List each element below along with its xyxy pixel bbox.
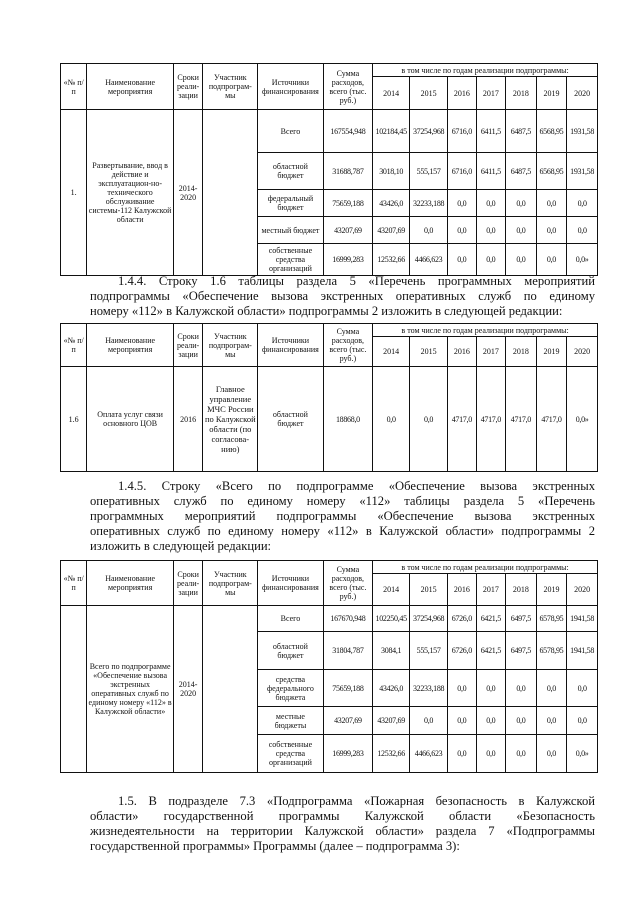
year-cell: 2020 xyxy=(567,77,598,110)
value-cell: 0,0 xyxy=(476,735,506,773)
sum-cell: 43207,69 xyxy=(323,217,373,244)
header-sum: Сумма расходов, всего (тыс. руб.) xyxy=(323,64,373,110)
value-cell: 1931,58 xyxy=(567,110,598,153)
value-cell: 0,0 xyxy=(476,190,506,217)
header-sources: Источники финансирования xyxy=(258,561,323,606)
value-cell: 6411,5 xyxy=(476,110,506,153)
table-3 xyxy=(60,560,598,773)
row-num: 1.6 xyxy=(61,367,87,472)
source-cell: местные бюджеты xyxy=(258,707,323,735)
value-cell: 4717,0 xyxy=(476,367,506,472)
value-cell: 0,0 xyxy=(448,735,476,773)
sum-cell: 31804,787 xyxy=(323,632,373,670)
value-cell: 4466,623 xyxy=(410,735,448,773)
sum-cell: 167554,948 xyxy=(323,110,373,153)
measure-participant xyxy=(203,606,258,773)
year-cell: 2015 xyxy=(410,337,448,367)
year-cell: 2016 xyxy=(448,337,476,367)
paragraph-1-4-5 xyxy=(90,479,595,554)
header-sources: Источники финансирования xyxy=(258,324,323,367)
paragraph-1-5 xyxy=(90,794,595,854)
header-participant: Участник подпрограм-мы xyxy=(203,324,258,367)
header-num: «№ п/п xyxy=(61,64,87,110)
value-cell: 555,157 xyxy=(410,632,448,670)
year-cell: 2017 xyxy=(476,337,506,367)
year-cell: 2014 xyxy=(373,77,410,110)
year-cell: 2016 xyxy=(448,574,476,606)
header-years-caption: в том числе по годам реализации подпрограммы: xyxy=(373,324,598,337)
paragraph-1-4-4 xyxy=(90,274,595,319)
year-cell: 2015 xyxy=(410,77,448,110)
year-cell: 2017 xyxy=(476,574,506,606)
value-cell: 0,0 xyxy=(536,244,567,276)
source-cell: Всего xyxy=(258,606,323,632)
year-cell: 2020 xyxy=(567,574,598,606)
value-cell: 0,0 xyxy=(567,707,598,735)
measure-name: Оплата услуг связи основного ЦОВ xyxy=(87,367,174,472)
value-cell: 6421,5 xyxy=(476,606,506,632)
measure-term: 2014-2020 xyxy=(173,606,203,773)
header-name: Наименование мероприятия xyxy=(87,64,174,110)
paragraph-line: 1.5. В подразделе 7.3 «Подпрограмма «Пожарная безопасность в Калужской xyxy=(118,794,595,808)
value-cell: 37254,968 xyxy=(410,110,448,153)
header-name: Наименование мероприятия xyxy=(87,561,174,606)
source-cell: средства федерального бюджета xyxy=(258,670,323,707)
value-cell: 6487,5 xyxy=(506,153,537,190)
year-cell: 2019 xyxy=(536,574,567,606)
value-cell: 555,157 xyxy=(410,153,448,190)
value-cell: 6487,5 xyxy=(506,110,537,153)
value-cell: 6497,5 xyxy=(506,606,537,632)
paragraph-line: подпрограммы «Обеспечение вызова экстренных оперативных служб по единому xyxy=(90,289,595,303)
header-num: «№ п/п xyxy=(61,324,87,367)
value-cell: 6716,0 xyxy=(448,153,476,190)
value-cell: 6411,5 xyxy=(476,153,506,190)
value-cell: 0,0 xyxy=(536,670,567,707)
header-sum: Сумма расходов, всего (тыс. руб.) xyxy=(323,561,373,606)
source-cell: Всего xyxy=(258,110,323,153)
paragraph-line: 1.4.4. Строку 1.6 таблицы раздела 5 «Перечень программных мероприятий xyxy=(118,274,595,288)
sum-cell: 16999,283 xyxy=(323,735,373,773)
year-cell: 2019 xyxy=(536,337,567,367)
value-cell: 6578,95 xyxy=(536,632,567,670)
value-cell: 0,0 xyxy=(373,367,410,472)
paragraph-line: программных мероприятий подпрограммы «Обеспечение вызова экстренных xyxy=(90,509,595,523)
sum-cell: 16999,283 xyxy=(323,244,373,276)
source-cell: областной бюджет xyxy=(258,367,323,472)
value-cell: 0,0 xyxy=(448,707,476,735)
value-cell: 0,0 xyxy=(536,190,567,217)
value-cell: 0,0 xyxy=(448,217,476,244)
paragraph-line: области» государственной программы Калужской области «Безопасность xyxy=(90,809,595,823)
sum-cell: 167670,948 xyxy=(323,606,373,632)
header-term: Сроки реали-зации xyxy=(173,64,203,110)
value-cell: 0,0 xyxy=(448,670,476,707)
sum-cell: 43207,69 xyxy=(323,707,373,735)
header-name: Наименование мероприятия xyxy=(87,324,174,367)
measure-participant: Главное управление МЧС России по Калужской области (по согласова-нию) xyxy=(203,367,258,472)
value-cell: 43426,0 xyxy=(373,670,410,707)
value-cell: 0,0 xyxy=(536,707,567,735)
measure-participant xyxy=(203,110,258,276)
sum-cell: 75659,188 xyxy=(323,190,373,217)
value-cell: 0,0 xyxy=(506,190,537,217)
source-cell: собственные средства организаций xyxy=(258,735,323,773)
header-years-caption: в том числе по годам реализации подпрограммы: xyxy=(373,561,598,574)
header-participant: Участник подпрограм-мы xyxy=(203,64,258,110)
value-cell: 0,0 xyxy=(476,707,506,735)
header-years-caption: в том числе по годам реализации подпрограммы: xyxy=(373,64,598,77)
value-cell: 6726,0 xyxy=(448,606,476,632)
value-cell: 0,0 xyxy=(506,707,537,735)
value-cell: 0,0 xyxy=(448,244,476,276)
header-sources: Источники финансирования xyxy=(258,64,323,110)
value-cell: 0,0 xyxy=(506,670,537,707)
value-cell: 0,0 xyxy=(476,244,506,276)
value-cell: 102250,45 xyxy=(373,606,410,632)
header-term: Сроки реали-зации xyxy=(173,324,203,367)
value-cell: 6578,95 xyxy=(536,606,567,632)
value-cell: 32233,188 xyxy=(410,190,448,217)
value-cell: 3084,1 xyxy=(373,632,410,670)
year-cell: 2014 xyxy=(373,574,410,606)
value-cell: 0,0 xyxy=(410,217,448,244)
year-cell: 2020 xyxy=(567,337,598,367)
value-cell: 1941,58 xyxy=(567,632,598,670)
value-cell: 3018,10 xyxy=(373,153,410,190)
paragraph-line: государственной программы» Программы (далее – подпрограмма 3): xyxy=(90,839,460,853)
year-cell: 2014 xyxy=(373,337,410,367)
value-cell: 6568,95 xyxy=(536,110,567,153)
value-cell: 0,0 xyxy=(567,190,598,217)
value-cell: 6716,0 xyxy=(448,110,476,153)
value-cell: 1941,58 xyxy=(567,606,598,632)
value-cell: 12532,66 xyxy=(373,735,410,773)
source-cell: федеральный бюджет xyxy=(258,190,323,217)
value-cell: 43207,69 xyxy=(373,707,410,735)
value-cell: 0,0 xyxy=(536,735,567,773)
value-cell: 0,0 xyxy=(448,190,476,217)
value-cell: 6726,0 xyxy=(448,632,476,670)
header-participant: Участник подпрограм-мы xyxy=(203,561,258,606)
year-cell: 2015 xyxy=(410,574,448,606)
value-cell: 4717,0 xyxy=(506,367,537,472)
measure-term: 2016 xyxy=(173,367,203,472)
value-cell: 0,0 xyxy=(476,670,506,707)
paragraph-line: номеру «112» в Калужской области» подпрограммы 2 изложить в следующей редакции: xyxy=(90,304,563,318)
paragraph-line: изложить в следующей редакции: xyxy=(90,539,272,553)
value-cell: 0,0 xyxy=(506,217,537,244)
value-cell: 0,0 xyxy=(506,244,537,276)
value-cell: 43207,69 xyxy=(373,217,410,244)
row-num: 1. xyxy=(61,110,87,276)
sum-cell: 75659,188 xyxy=(323,670,373,707)
table-1 xyxy=(60,63,598,276)
source-cell: собственные средства организаций xyxy=(258,244,323,276)
value-cell: 0,0 xyxy=(410,707,448,735)
table-2 xyxy=(60,323,598,472)
value-cell: 6421,5 xyxy=(476,632,506,670)
value-cell: 6497,5 xyxy=(506,632,537,670)
value-cell: 4717,0 xyxy=(448,367,476,472)
paragraph-line: оперативных служб по единому номеру «112» таблицы раздела 5 «Перечень xyxy=(90,494,595,508)
sum-cell: 18868,0 xyxy=(323,367,373,472)
value-cell: 102184,45 xyxy=(373,110,410,153)
value-cell: 12532,66 xyxy=(373,244,410,276)
value-cell: 0,0 xyxy=(506,735,537,773)
source-cell: областной бюджет xyxy=(258,153,323,190)
value-cell: 0,0» xyxy=(567,367,598,472)
value-cell: 1931,58 xyxy=(567,153,598,190)
year-cell: 2018 xyxy=(506,337,537,367)
year-cell: 2016 xyxy=(448,77,476,110)
source-cell: местный бюджет xyxy=(258,217,323,244)
sum-cell: 31688,787 xyxy=(323,153,373,190)
value-cell: 0,0 xyxy=(476,217,506,244)
source-cell: областной бюджет xyxy=(258,632,323,670)
value-cell: 0,0 xyxy=(410,367,448,472)
year-cell: 2017 xyxy=(476,77,506,110)
year-cell: 2018 xyxy=(506,77,537,110)
value-cell: 0,0» xyxy=(567,735,598,773)
value-cell: 0,0 xyxy=(567,670,598,707)
year-cell: 2018 xyxy=(506,574,537,606)
value-cell: 0,0 xyxy=(536,217,567,244)
value-cell: 4466,623 xyxy=(410,244,448,276)
measure-name: Всего по подпрограмме «Обеспечение вызова экстренных оперативных служб по единому номеру «112» в Калужской области» xyxy=(87,606,174,773)
measure-name: Развертывание, ввод в действие и эксплуатацион-но-технического обслуживание системы-112 Калужской области xyxy=(87,110,174,276)
header-sum: Сумма расходов, всего (тыс. руб.) xyxy=(323,324,373,367)
value-cell: 32233,188 xyxy=(410,670,448,707)
value-cell: 4717,0 xyxy=(536,367,567,472)
paragraph-line: жизнедеятельности на территории Калужской области» раздела 7 «Подпрограммы xyxy=(90,824,595,838)
paragraph-line: оперативных служб по единому номеру «112» в Калужской области» подпрограммы 2 xyxy=(90,524,595,538)
measure-term: 2014-2020 xyxy=(173,110,203,276)
paragraph-line: 1.4.5. Строку «Всего по подпрограмме «Обеспечение вызова экстренных xyxy=(118,479,595,493)
value-cell: 6568,95 xyxy=(536,153,567,190)
row-num xyxy=(61,606,87,773)
value-cell: 0,0» xyxy=(567,244,598,276)
header-term: Сроки реали-зации xyxy=(173,561,203,606)
year-cell: 2019 xyxy=(536,77,567,110)
value-cell: 43426,0 xyxy=(373,190,410,217)
value-cell: 0,0 xyxy=(567,217,598,244)
header-num: «№ п/п xyxy=(61,561,87,606)
value-cell: 37254,968 xyxy=(410,606,448,632)
